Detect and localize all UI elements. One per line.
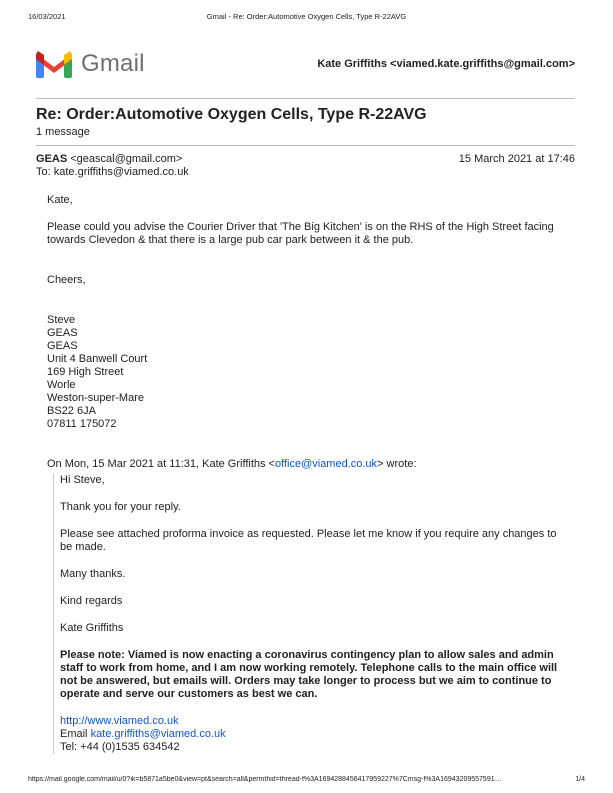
greeting: Kate, — [47, 194, 73, 206]
sender-name: GEAS — [36, 153, 68, 165]
gmail-m-icon — [36, 51, 72, 78]
quoted-message — [53, 474, 567, 754]
signature-line: 169 High Street — [47, 366, 124, 378]
account-name: Kate Griffiths <viamed.kate.griffiths@gmail.com> — [317, 58, 575, 70]
body-paragraph: Please could you advise the Courier Driver that 'The Big Kitchen' is on the RHS of the High Street facing towards Clevedon & that there is a large pub car park between it & the pub. — [47, 221, 554, 246]
thread-subject: Re: Order:Automotive Oxygen Cells, Type R-22AVG — [36, 106, 427, 123]
signature-line: Worle — [47, 379, 76, 391]
print-date: 16/03/2021 — [28, 12, 66, 21]
quote-intro-suffix: > wrote: — [377, 458, 417, 470]
quoted-greeting: Hi Steve, — [60, 474, 105, 486]
quoted-regards: Kind regards — [60, 595, 123, 607]
quoted-name: Kate Griffiths — [60, 622, 124, 634]
divider-top — [36, 98, 575, 99]
website-link[interactable]: http://www.viamed.co.uk — [60, 715, 179, 727]
recipient: To: kate.griffiths@viamed.co.uk — [36, 166, 189, 178]
sender — [36, 153, 182, 165]
divider-message — [36, 145, 575, 146]
email-link[interactable]: kate.griffiths@viamed.co.uk — [90, 728, 226, 740]
quote-intro-email-link[interactable]: office@viamed.co.uk — [274, 458, 378, 470]
sender-email: <geascal@gmail.com> — [70, 153, 183, 165]
signature-line: 07811 175072 — [47, 418, 117, 430]
quoted-many-thanks: Many thanks. — [60, 568, 126, 580]
signature-line: BS22 6JA — [47, 405, 96, 417]
closing: Cheers, — [47, 274, 86, 286]
message-count: 1 message — [36, 126, 90, 138]
quoted-notice: Please note: Viamed is now enacting a coronavirus contingency plan to allow sales and admin staff to work from home, and I am now working remotely. Telephone calls to the main office will not be answered, but emails will. Orders may take longer to process but we aim to continue to operate and serve our customers as best we can. — [60, 649, 558, 700]
signature-line: Steve — [47, 314, 76, 326]
signature-line: Weston-super-Mare — [47, 392, 144, 404]
page-number: 1/4 — [575, 776, 585, 783]
print-url: https://mail.google.com/mail/u/0?ik=b5871a5be0&view=pt&search=all&permthid=thread-f%3A1694288456417959227%7Cmsg-f%3A16943209557591… — [28, 776, 502, 783]
telephone: Tel: +44 (0)1535 634542 — [60, 741, 180, 753]
signature-line: Unit 4 Banwell Court — [47, 353, 148, 365]
gmail-wordmark: Gmail — [81, 50, 145, 77]
email-label: Email — [60, 728, 91, 740]
quote-intro — [47, 458, 567, 471]
signature — [47, 314, 567, 431]
gmail-logo — [36, 48, 145, 80]
print-title: Gmail - Re: Order:Automotive Oxygen Cells, Type R-22AVG — [206, 12, 407, 21]
message-date: 15 March 2021 at 17:46 — [458, 153, 575, 165]
message-body — [47, 194, 567, 754]
signature-line: GEAS — [47, 327, 78, 339]
quoted-paragraph: Please see attached proforma invoice as requested. Please let me know if you require any changes to be made. — [60, 528, 557, 553]
quoted-thanks: Thank you for your reply. — [60, 501, 181, 513]
signature-line: GEAS — [47, 340, 78, 352]
quoted-contact — [60, 715, 567, 754]
quote-intro-prefix: On Mon, 15 Mar 2021 at 11:31, Kate Griffiths < — [47, 458, 275, 470]
